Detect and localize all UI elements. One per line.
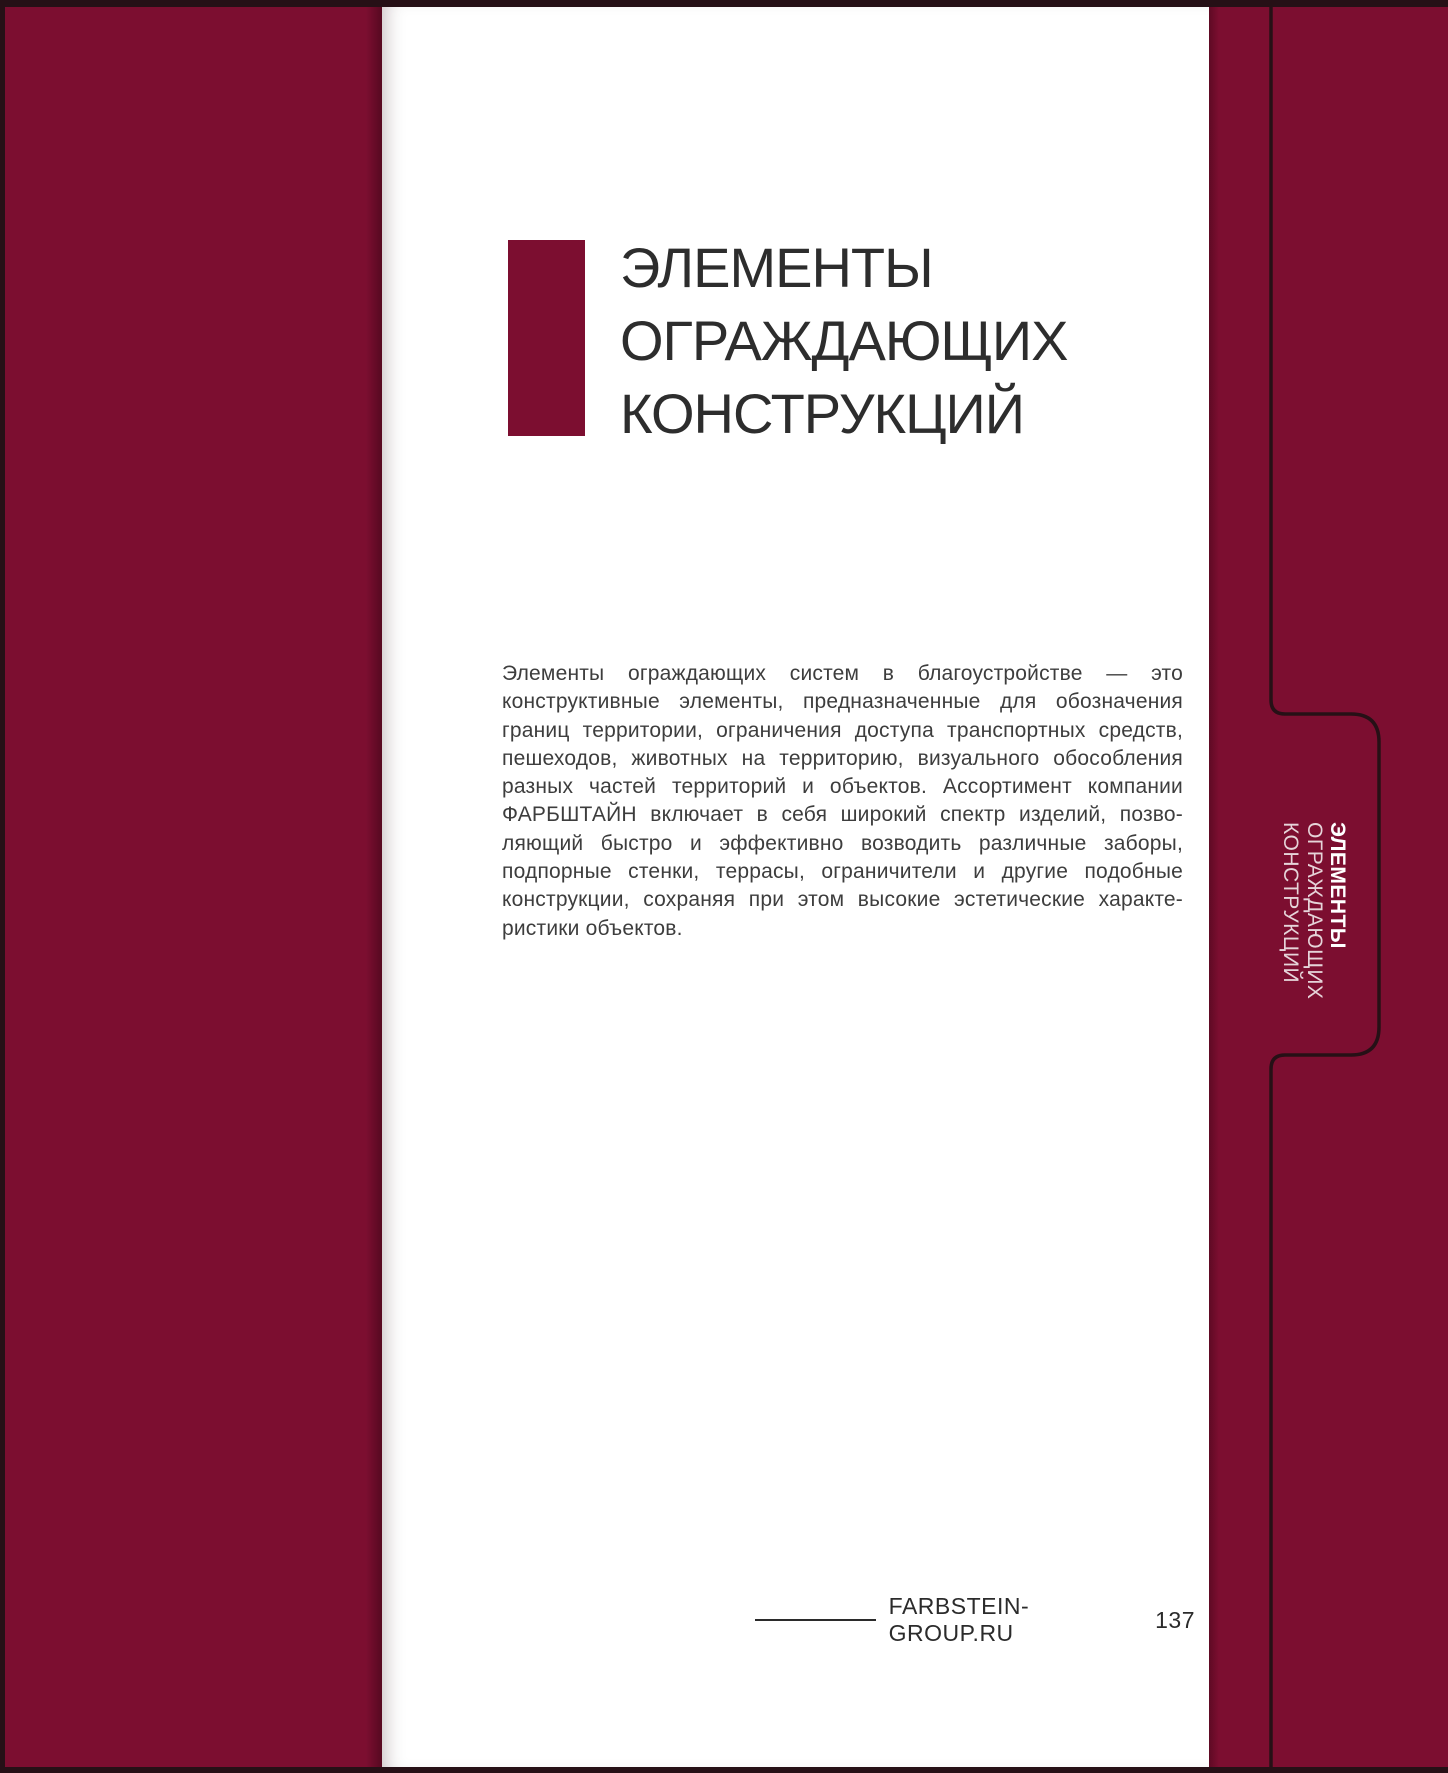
page-title-line-1: ЭЛЕМЕНТЫ xyxy=(620,236,933,299)
page-footer xyxy=(755,1593,1195,1646)
page-number: 137 xyxy=(1155,1606,1195,1633)
intro-line: Элементы ограждающих систем в благоустройстве — это xyxy=(502,662,1183,685)
side-tab-label-line-2: ОГРАЖДАЮЩИХ xyxy=(1302,822,1326,1000)
photo-edge-top xyxy=(0,0,1448,7)
page-title-line-2: ОГРАЖДАЮЩИХ xyxy=(620,309,1068,372)
intro-line: ристики объектов. xyxy=(502,916,683,940)
intro-line: пешеходов, животных на территорию, визуального обособления xyxy=(502,746,1183,770)
website-url: FARBSTEIN-GROUP.RU xyxy=(888,1593,1030,1646)
spine-shadow-left xyxy=(366,7,382,1767)
intro-line: разных частей территорий и объектов. Ассортимент компании xyxy=(502,775,1183,799)
photo-edge-left xyxy=(0,0,5,1773)
side-tab-label-line-3: КОНСТРУКЦИЙ xyxy=(1279,822,1303,984)
footer-rule xyxy=(755,1619,876,1621)
intro-line: ляющий быстро и эффективно возводить различные заборы, xyxy=(502,831,1183,855)
intro-line: конструкции, сохраняя при этом высокие эстетические характе- xyxy=(502,888,1183,912)
photo-edge-bottom xyxy=(0,1767,1448,1773)
intro-line: конструктивные элементы, предназначенные для обозначения xyxy=(502,690,1183,714)
side-tab xyxy=(1279,822,1349,1012)
side-tab-label-line-1: ЭЛЕМЕНТЫ xyxy=(1326,822,1349,949)
title-accent-rectangle xyxy=(508,240,585,436)
spine-shadow-right xyxy=(1209,7,1219,1767)
intro-line: ФАРБШТАЙН включает в себя широкий спектр изделий, позво- xyxy=(502,803,1183,827)
intro-line: границ территории, ограничения доступа транспортных средств, xyxy=(502,718,1183,742)
intro-line: подпорные стенки, террасы, ограничители и другие подобные xyxy=(502,860,1183,884)
page-title xyxy=(620,231,1180,450)
intro-paragraph xyxy=(502,660,1183,943)
page-title-line-3: КОНСТРУКЦИЙ xyxy=(620,382,1025,445)
